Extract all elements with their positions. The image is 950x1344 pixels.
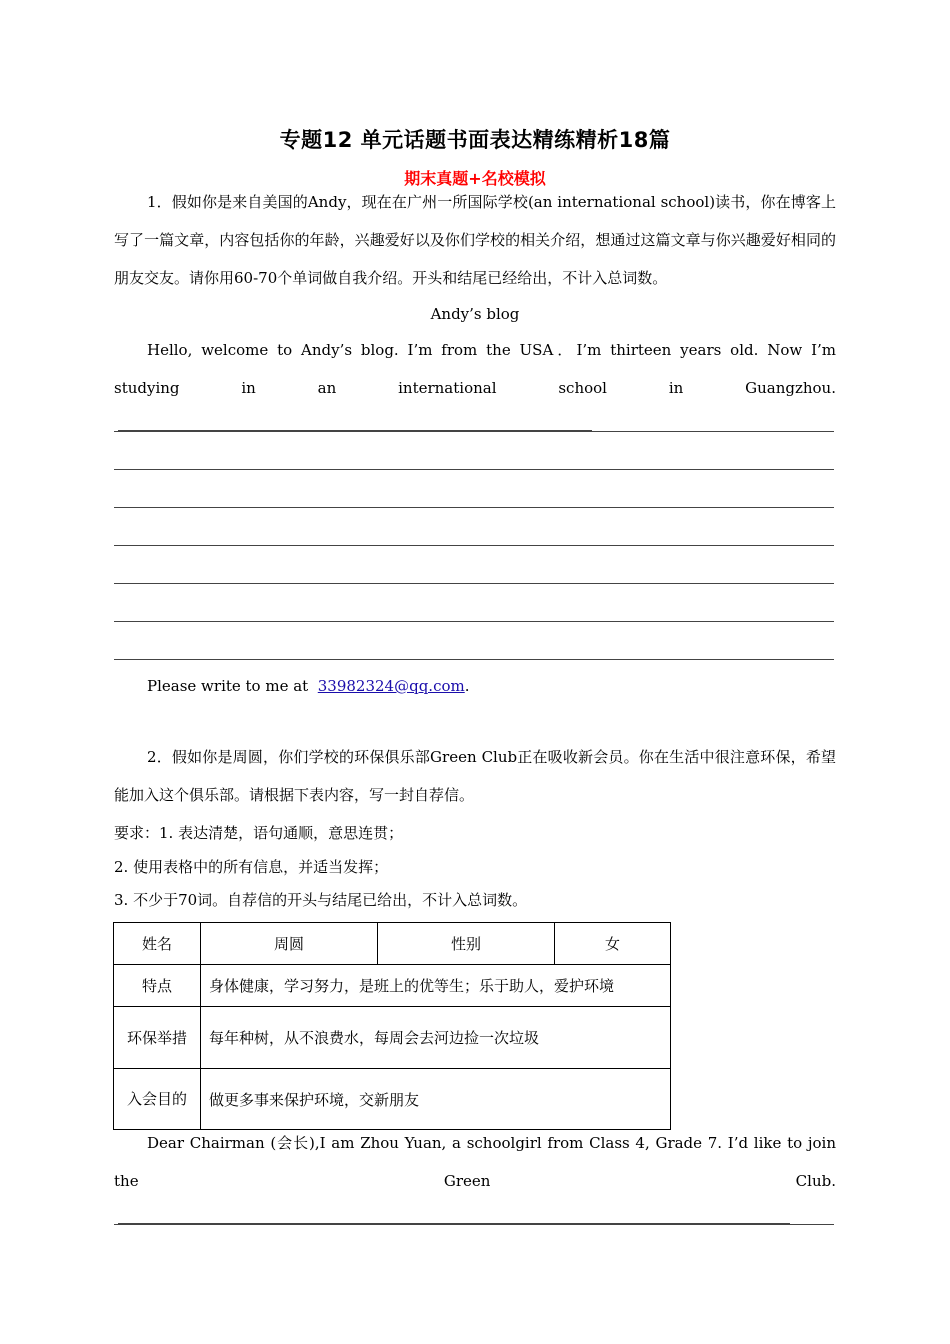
q1-answer-line-7[interactable] — [114, 659, 834, 660]
gender-label: 性别 — [378, 923, 555, 965]
table-row — [114, 965, 671, 1007]
q1-answer-line-6[interactable] — [114, 621, 834, 622]
name-value: 周圆 — [201, 923, 378, 965]
table-row — [114, 923, 671, 965]
gender-value: 女 — [555, 923, 671, 965]
q2-requirement-1: 要求：1. 表达清楚，语句通顺，意思连贯； — [114, 824, 404, 842]
q1-opening — [114, 331, 836, 445]
q1-closing — [114, 667, 836, 705]
page-title: 专题12 单元话题书面表达精练精析18篇 — [279, 128, 671, 152]
traits-value: 身体健康，学习努力，是班上的优等生；乐于助人，爱护环境 — [201, 965, 671, 1007]
q1-blog-title: Andy’s blog — [430, 305, 520, 323]
actions-label: 环保举措 — [114, 1007, 201, 1069]
table-row — [114, 1069, 671, 1130]
q2-prompt: 2．假如你是周圆，你们学校的环保俱乐部Green Club正在吸收新会员。你在生活中很注意环保，希望能加入这个俱乐部。请根据下表内容，写一封自荐信。 — [114, 748, 836, 804]
q2-opening — [114, 1124, 836, 1238]
q1-answer-line-5[interactable] — [114, 583, 834, 584]
name-label: 姓名 — [114, 923, 201, 965]
q1-closing-prefix: Please write to me at — [147, 677, 309, 695]
q2-requirement-2: 2. 使用表格中的所有信息，并适当发挥； — [114, 858, 389, 876]
q2-requirement-3: 3. 不少于70词。自荐信的开头与结尾已给出，不计入总词数。 — [114, 891, 528, 909]
table-row — [114, 1007, 671, 1069]
q1-email-link[interactable]: 33982324@qq.com — [317, 677, 465, 695]
q2-opening-text: Dear Chairman (会长),I am Zhou Yuan, a schoolgirl from Class 4, Grade 7. I’d like to join the Green Club. — [114, 1134, 836, 1190]
traits-label: 特点 — [114, 965, 201, 1007]
actions-value: 每年种树，从不浪费水，每周会去河边捡一次垃圾 — [201, 1007, 671, 1069]
q1-answer-line-3[interactable] — [114, 507, 834, 508]
purpose-label: 入会目的 — [114, 1069, 201, 1130]
page-subtitle: 期末真题+名校模拟 — [404, 169, 546, 188]
info-table — [113, 922, 671, 1130]
purpose-value: 做更多事来保护环境，交新朋友 — [201, 1069, 671, 1130]
q1-closing-suffix: . — [464, 677, 470, 695]
q2-answer-line-1[interactable] — [114, 1224, 834, 1225]
q1-answer-line-4[interactable] — [114, 545, 834, 546]
q1-opening-text: Hello, welcome to Andy’s blog. I’m from the USA．I’m thirteen years old. Now I’m studying in an international school in Guangzhou. — [114, 341, 836, 397]
q1-prompt: 1．假如你是来自美国的Andy，现在在广州一所国际学校(an international school)读书，你在博客上写了一篇文章，内容包括你的年龄，兴趣爱好以及你们学校的相关介绍，想通过这篇文章与你兴趣爱好相同的朋友交友。请你用60-70个单词做自我介绍。开头和结尾已经给出，不计入总词数。 — [114, 193, 836, 287]
q1-answer-line-1[interactable] — [114, 431, 834, 432]
q1-answer-line-2[interactable] — [114, 469, 834, 470]
